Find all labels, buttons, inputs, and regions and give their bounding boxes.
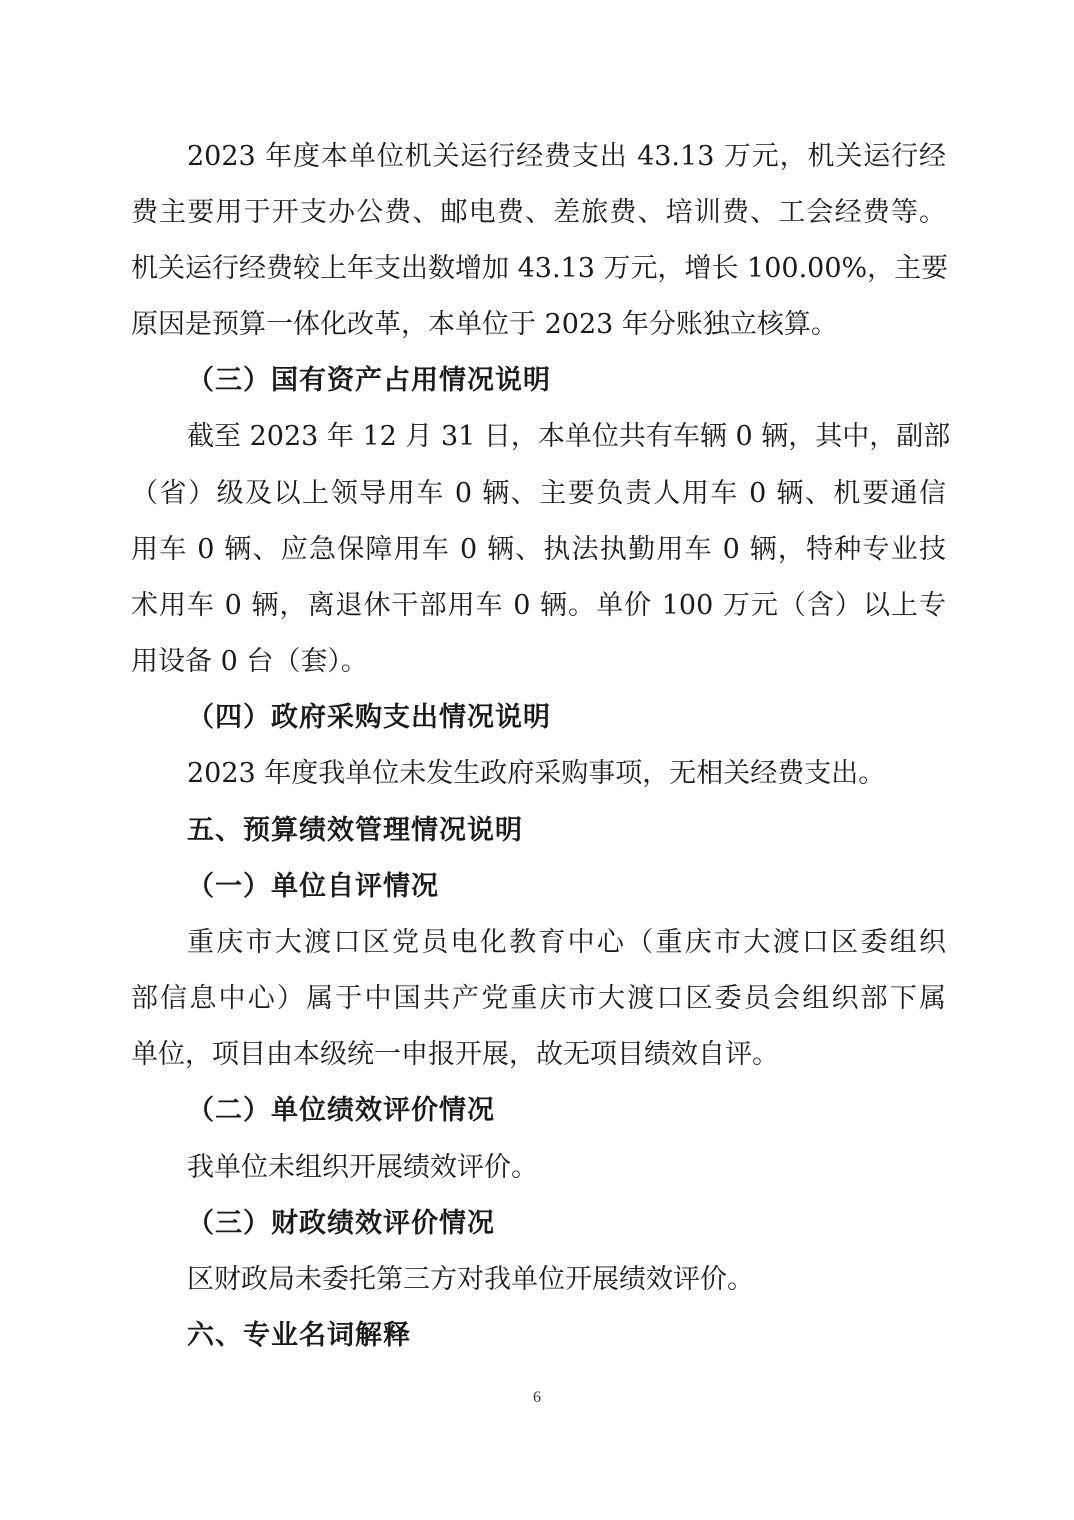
paragraph-line: 我单位未组织开展绩效评价。	[187, 1152, 538, 1183]
paragraph-line: 术用车 0 辆，离退休干部用车 0 辆。单价 100 万元（含）以上专	[131, 590, 946, 621]
paragraph-line: 机关运行经费较上年支出数增加 43.13 万元，增长 100.00%，主要	[131, 253, 949, 284]
paragraph-line: 2023 年度我单位未发生政府采购事项，无相关经费支出。	[187, 758, 886, 789]
paragraph-line: 原因是预算一体化改革，本单位于 2023 年分账独立核算。	[131, 309, 838, 340]
paragraph-line: 区财政局未委托第三方对我单位开展绩效评价。	[187, 1264, 754, 1295]
paragraph-line: 重庆市大渡口区党员电化教育中心（重庆市大渡口区委组织	[187, 927, 946, 958]
page-number: 6	[533, 1389, 541, 1406]
section-heading: 六、专业名词解释	[187, 1320, 411, 1351]
section-heading: （二）单位绩效评价情况	[187, 1095, 495, 1126]
section-heading: （三）国有资产占用情况说明	[187, 365, 551, 396]
paragraph-line: 2023 年度本单位机关运行经费支出 43.13 万元，机关运行经	[187, 141, 946, 172]
paragraph-line: 费主要用于开支办公费、邮电费、差旅费、培训费、工会经费等。	[131, 197, 946, 228]
section-heading: （四）政府采购支出情况说明	[187, 702, 551, 733]
paragraph-line: 单位，项目由本级统一申报开展，故无项目绩效自评。	[131, 1039, 779, 1070]
paragraph-line: （省）级及以上领导用车 0 辆、主要负责人用车 0 辆、机要通信	[131, 478, 946, 509]
section-heading: 五、预算绩效管理情况说明	[187, 815, 523, 846]
paragraph-line: 部信息中心）属于中国共产党重庆市大渡口区委员会组织部下属	[131, 983, 946, 1014]
section-heading: （三）财政绩效评价情况	[187, 1208, 495, 1239]
section-heading: （一）单位自评情况	[187, 871, 439, 902]
paragraph-line: 用车 0 辆、应急保障用车 0 辆、执法执勤用车 0 辆，特种专业技	[131, 534, 946, 565]
paragraph-line: 截至 2023 年 12 月 31 日，本单位共有车辆 0 辆，其中，副部	[187, 421, 951, 452]
paragraph-line: 用设备 0 台（套）。	[131, 646, 368, 677]
